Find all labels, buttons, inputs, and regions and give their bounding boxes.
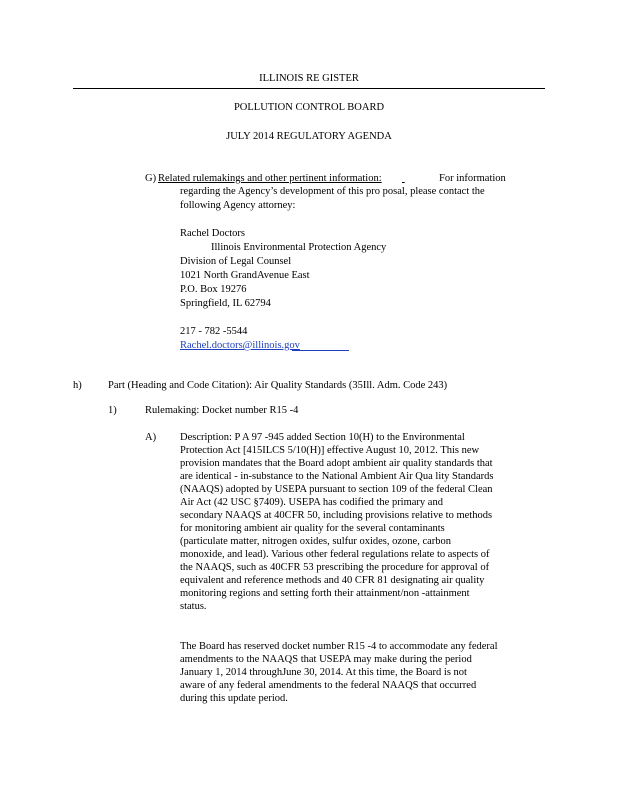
reserve-line: January 1, 2014 throughJune 30, 2014. At this time, the Board is not	[180, 667, 467, 678]
reserve-line: The Board has reserved docket number R15 -4 to accommodate any federal	[180, 641, 498, 652]
register-title: ILLINOIS RE GISTER	[259, 73, 359, 84]
desc-line: equivalent and reference methods and 40 CFR 81 designating air quality	[180, 575, 485, 586]
contact-city: Springfield, IL 62794	[180, 298, 271, 309]
board-title: POLLUTION CONTROL BOARD	[233, 102, 385, 113]
contact-division: Division of Legal Counsel	[180, 256, 292, 267]
desc-line: the NAAQS, such as 40CFR 53 prescribing the procedure for approval of	[180, 562, 490, 573]
desc-line: are identical - in-substance to the National Ambient Air Qua lity Standards	[180, 471, 494, 482]
desc-line: provision mandates that the Board adopt ambient air quality standards that	[180, 458, 493, 469]
desc-line: Air Act (42 USC §7409). USEPA has codified the primary and	[180, 497, 443, 508]
g-lead-gap	[402, 173, 436, 185]
desc-line: status.	[180, 601, 207, 612]
item1-text: Rulemaking: Docket number R15 -4	[145, 405, 299, 416]
desc-line: Description: P A 97 -945 added Section 10(H) to the Environmental	[180, 432, 465, 443]
contact-email-link[interactable]: Rachel.doctors@illinois.gov	[180, 340, 300, 351]
itemA-label: A)	[145, 432, 157, 443]
email-underline	[292, 340, 349, 351]
contact-pobox: P.O. Box 19276	[180, 284, 247, 295]
g-line-1: regarding the Agency’s development of this pro posal, please contact the	[180, 186, 485, 197]
desc-line: (NAAQS) adopted by USEPA pursuant to section 109 of the federal Clean	[180, 484, 493, 495]
desc-line: Protection Act [415ILCS 5/10(H)] effective August 10, 2012. This new	[180, 445, 480, 456]
contact-phone: 217 - 782 -5544	[180, 326, 248, 337]
desc-line: monitoring regions and setting forth their attainment/non -attainment	[180, 588, 470, 599]
header-rule	[73, 88, 545, 89]
desc-line: monoxide, and lead). Various other federal regulations relate to aspects of	[180, 549, 490, 560]
desc-line: (particulate matter, nitrogen oxides, sulfur oxides, ozone, carbon	[180, 536, 452, 547]
item1-label: 1)	[108, 405, 117, 416]
reserve-line: aware of any federal amendments to the federal NAAQS that occurred	[180, 680, 477, 691]
desc-line: secondary NAAQS at 40CFR 50, including provisions relative to methods	[180, 510, 493, 521]
g-lead: Related rulemakings and other pertinent information:	[158, 173, 382, 184]
h-text: Part (Heading and Code Citation): Air Quality Standards (35Ill. Adm. Code 243)	[108, 380, 448, 391]
reserve-line: amendments to the NAAQS that USEPA may make during the period	[180, 654, 472, 665]
agenda-title: JULY 2014 REGULATORY AGENDA	[226, 131, 392, 142]
contact-street: 1021 North GrandAvenue East	[180, 270, 310, 281]
g-line-2: following Agency attorney:	[180, 200, 296, 211]
g-label: G)	[145, 173, 157, 184]
desc-line: for monitoring ambient air quality for the several contaminants	[180, 523, 445, 534]
reserve-line: during this update period.	[180, 693, 288, 704]
h-label: h)	[73, 380, 82, 391]
g-tail: For information	[439, 173, 506, 184]
contact-agency: Illinois Environmental Protection Agency	[211, 242, 387, 253]
contact-name: Rachel Doctors	[180, 228, 246, 239]
